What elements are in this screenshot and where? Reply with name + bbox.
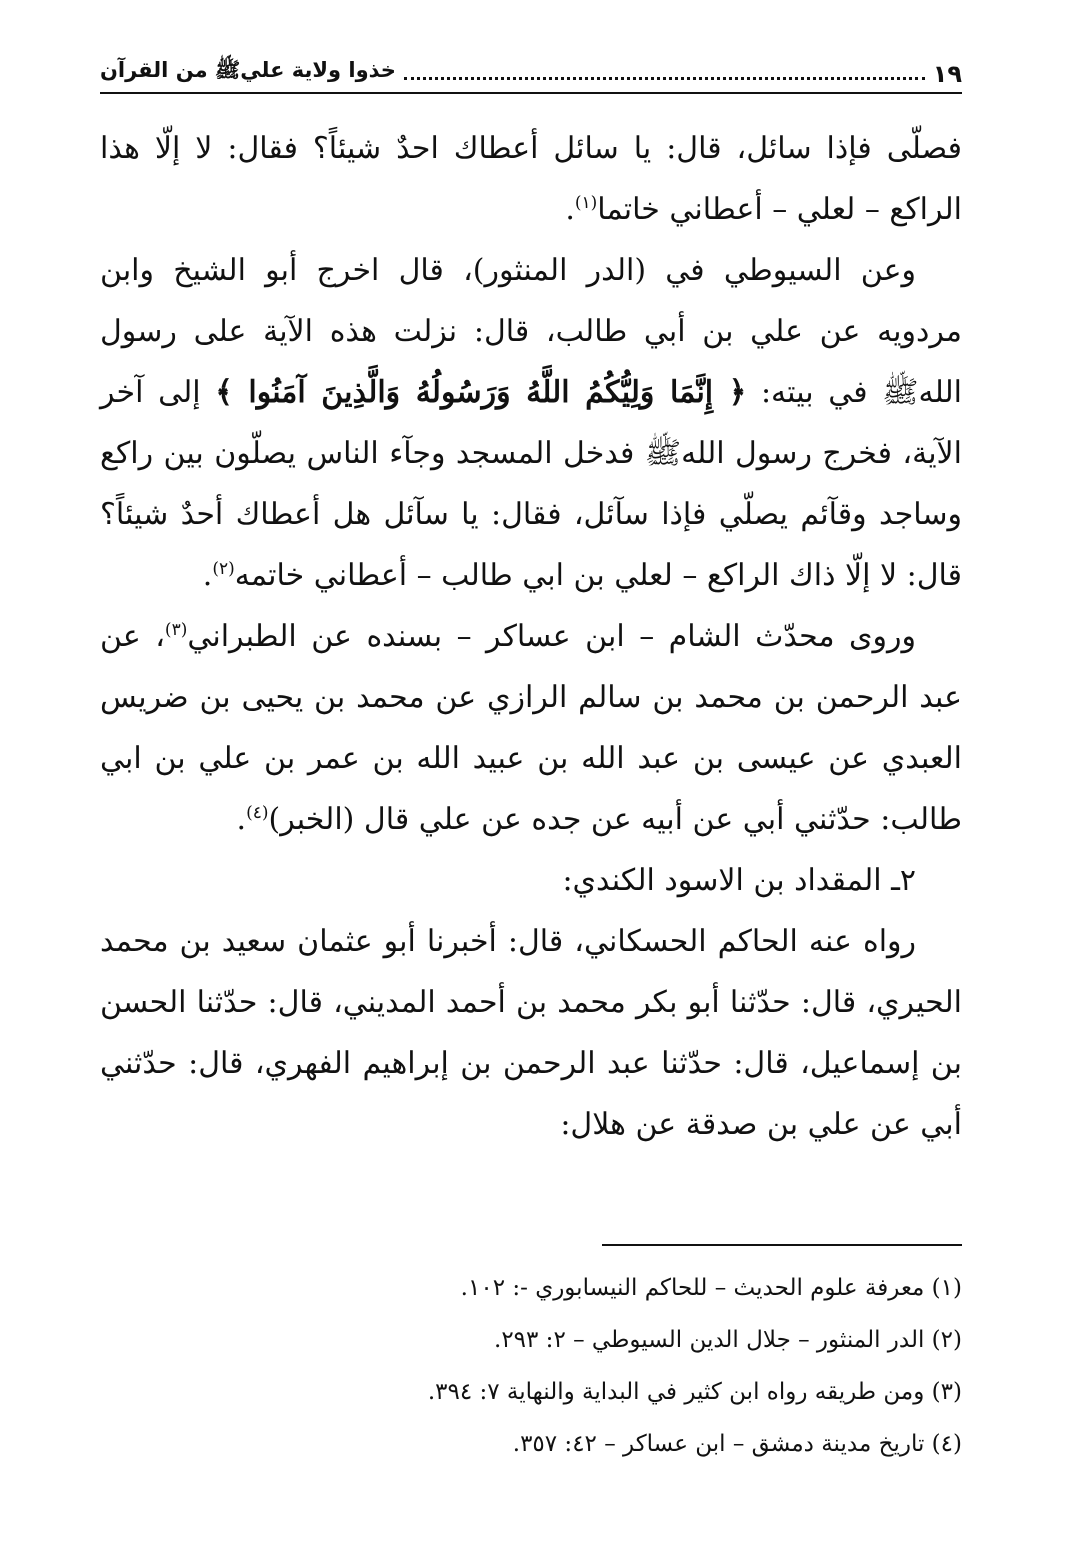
- paragraph-2-text-a: وعن السيوطي في (الدر المنثور)، قال اخرج أبو الشيخ وابن مردويه عن علي بن أبي طالب، قال: نزلت هذه الآية على رسول اللهﷺ في بيته:: [100, 253, 962, 410]
- footnote-ref-1: (١): [574, 193, 598, 213]
- paragraph-3: [100, 606, 962, 850]
- main-text: [100, 118, 962, 1155]
- section-subheading: ٢ـ المقداد بن الاسود الكندي:: [562, 863, 916, 898]
- page-number: ١٩: [932, 60, 962, 88]
- footnote-rule: [602, 1244, 962, 1246]
- footnotes: [100, 1262, 962, 1470]
- paragraph-2-text-b: إلى آخر الآية، فخرج رسول اللهﷺ فدخل المسجد وجآء الناس يصلّون بين راكع وساجد وقآئم يصلّي فإذا سآئل، فقال: يا سآئل هل أعطاك أحدٌ شيئاً؟ قال: لا إلّا ذاك الراكع – لعلي بن ابي طالب – أعطاني خاتمه: [100, 375, 962, 593]
- footnote-4: (٤) تاريخ مدينة دمشق – ابن عساكر – ٤٢: ٣٥٧.: [512, 1431, 962, 1457]
- paragraph-3-text-b: ، عن عبد الرحمن بن محمد بن سالم الرازي عن محمد بن يحيى بن ضريس العبدي عن عيسى بن عبد الله بن عبيد الله بن عمر بن علي بن ابي طالب: حدّثني أبي عن أبيه عن جده عن علي قال (الخبر): [100, 619, 962, 837]
- paragraph-3-end: .: [236, 802, 247, 837]
- footnote-1: (١) معرفة علوم الحديث – للحاكم النيسابوري -: ١٠٢.: [460, 1275, 962, 1301]
- footnote-2: (٢) الدر المنثور – جلال الدين السيوطي – ٢: ٢٩٣.: [494, 1327, 962, 1353]
- paragraph-1: [100, 118, 962, 240]
- running-header: [100, 48, 962, 88]
- running-title: خذوا ولاية عليﷺ من القرآن: [100, 58, 396, 82]
- leader-dots: [404, 77, 925, 80]
- footnote-ref-4: (٤): [246, 803, 269, 823]
- quran-verse: ﴿ إِنَّمَا وَلِيُّكُمُ اللَّهُ وَرَسُولُهُ وَالَّذِينَ آمَنُوا ﴾: [215, 375, 747, 410]
- paragraph-3-text-a: وروى محدّث الشام – ابن عساكر – بسنده عن الطبراني: [187, 619, 916, 654]
- header-rule: [100, 92, 962, 94]
- footnote-3: (٣) ومن طريقه رواه ابن كثير في البداية والنهاية ٧: ٣٩٤.: [427, 1379, 962, 1405]
- footnote-ref-3: (٣): [164, 620, 188, 640]
- footnote-ref-2: (٢): [212, 559, 235, 579]
- paragraph-1-end: .: [565, 192, 575, 227]
- paragraph-2: [100, 240, 962, 606]
- paragraph-2-end: .: [202, 558, 213, 593]
- paragraph-4: رواه عنه الحاكم الحسكاني، قال: أخبرنا أبو عثمان سعيد بن محمد الحيري، قال: حدّثنا أبو بكر محمد بن أحمد المديني، قال: حدّثنا الحسن بن إسماعيل، قال: حدّثنا عبد الرحمن بن إبراهيم الفهري، قال: حدّثني أبي عن علي بن صدقة عن هلال:: [100, 924, 962, 1142]
- paragraph-1-text: فصلّى فإذا سائل، قال: يا سائل أعطاك احدٌ شيئاً؟ فقال: لا إلّا هذا الراكع – لعلي – أعطاني خاتما: [100, 131, 962, 227]
